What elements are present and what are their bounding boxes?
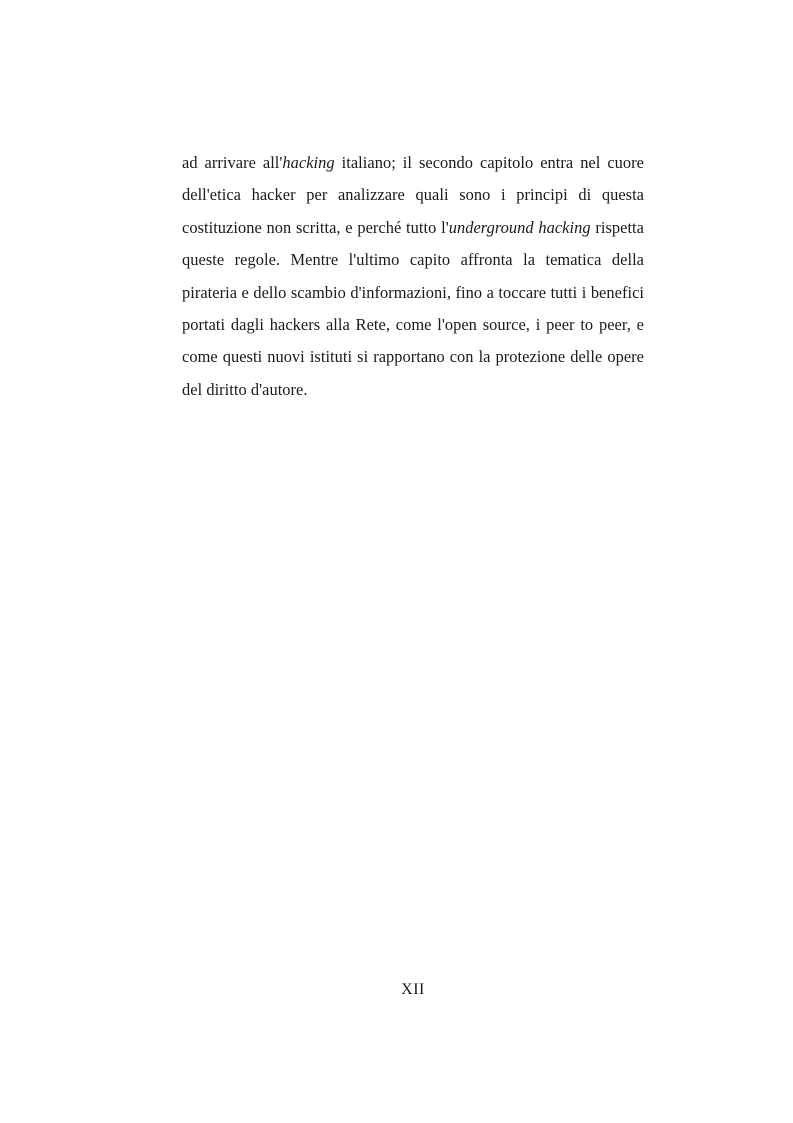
italic-term-underground-hacking: underground hacking bbox=[448, 217, 591, 237]
body-paragraph bbox=[182, 147, 644, 406]
text-run: rispetta queste regole. Mentre l'ultimo capito affronta la tematica della pirateria e dello scambio d'informazioni, fino a toccare tutti i benefici portati dagli hackers alla Rete, come l'open source, i peer to peer, e come questi nuovi istituti si rapportano con la protezione delle opere del diritto d'autore. bbox=[182, 217, 644, 399]
italic-term-hacking: hacking bbox=[282, 153, 335, 172]
page-number: XII bbox=[401, 981, 425, 998]
text-run: ad arrivare all' bbox=[182, 153, 283, 172]
text-run: italiano; il secondo capitolo entra nel cuore dell'etica hacker per analizzare quali sono i principi di questa costituzione non scritta, e perché tutto l' bbox=[182, 153, 644, 237]
